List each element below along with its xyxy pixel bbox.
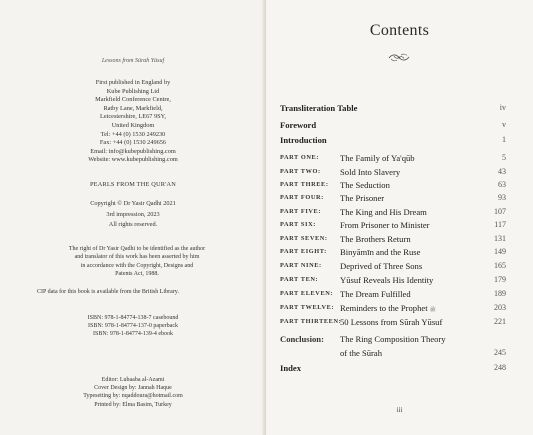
toc-entry-title-text: The Ring Composition Theory [340,334,446,344]
copyright-line: Copyright © Dr Yasir Qadhi 2021 [90,200,176,207]
toc-entry-title [340,206,427,218]
toc-entry-title [280,362,301,374]
toc-entry [280,302,506,314]
toc-entry-title-text: 50 Lessons from Sūrah Yūsuf [340,317,443,327]
publisher-website: Website: www.kubepublishing.com [88,156,178,164]
copyright-block [0,199,266,231]
toc-page-number: 221 [494,317,506,326]
publisher-line: Ratby Lane, Markfield, [103,104,163,112]
toc-part-label: PART TEN: [280,276,319,283]
toc-page-number: iv [499,103,506,112]
isbn-block [0,314,266,339]
toc-entry-title-text: Introduction [280,135,327,145]
toc-entry-title-text: The King and His Dream [340,207,427,217]
publisher-line: Markfield Conference Centre, [95,96,171,104]
toc-entry-title [340,246,420,258]
credit-line: Editor: Lubaaba al-Azami [101,377,165,383]
toc-entry-title [340,347,382,359]
isbn-line: ISBN: 978-1-84774-139-4 ebook [93,331,173,338]
toc-part-label: Conclusion: [280,334,324,344]
publisher-line: First published in England by [95,79,171,86]
rights-line: Patents Act, 1988. [115,270,159,277]
toc-part-label: PART THIRTEEN: [280,318,342,325]
toc-entry [280,333,506,345]
cip-statement: CIP data for this book is available from the British Library. [37,289,179,295]
toc-entry [280,152,506,164]
publisher-line: Leicestershire, LE67 9SY, [100,113,166,121]
toc-entry-title-text: Sold Into Slavery [340,167,401,177]
toc-entry [280,119,506,131]
series-name: PEARLS FROM THE QUR'AN [89,181,177,188]
toc-part-label: PART SIX: [280,221,316,228]
toc-entry-title [340,288,411,300]
rights-line: and translator of this work has been asserted by him [74,254,200,261]
toc-page-number: 107 [494,207,506,216]
toc-entry-title-text: The Brothers Return [340,234,411,244]
isbn-line: ISBN: 978-1-84774-137-0 paperback [88,323,178,330]
publisher-line: Tel: +44 (0) 1530 249230 [100,130,166,138]
toc-page-number: 189 [494,289,506,298]
toc-entry-title [340,260,422,272]
toc-entry-title-text: The Family of Ya'qūb [340,153,415,163]
toc-page-number: 248 [494,363,506,372]
toc-entry-title-text: Transliteration Table [280,103,358,113]
series-title: Lessons from Sūrah Yūsuf [101,58,165,64]
toc-page-number: 245 [494,348,506,357]
toc-page-number: 203 [494,303,506,312]
toc-page-number: 63 [498,180,506,189]
toc-entry [280,134,506,146]
toc-entry-title-text: From Prisoner to Minister [340,220,430,230]
toc-part-label: PART TWELVE: [280,304,335,311]
publisher-line: Kube Publishing Ltd [106,87,160,95]
toc-page-number: v [502,120,506,129]
toc-entry-title [340,219,430,231]
toc-part-label: PART FOUR: [280,194,324,201]
toc-entry-title-text: Foreword [280,120,317,130]
impression-line: 3rd impression, 2023 [106,210,160,218]
toc-entry-title [340,192,384,204]
toc-page-number: 5 [502,153,506,162]
rights-reserved-line: All rights reserved. [108,221,158,228]
toc-entry-title-text: Deprived of Three Sons [340,261,423,271]
publisher-email: Email: info@kubepublishing.com [90,147,176,155]
toc-entry-title [340,152,415,164]
toc-entry-title-text: Index [280,363,302,373]
toc-entry-title [340,166,400,178]
toc-entry-title [280,134,327,146]
credits-block [0,376,266,409]
toc-part-label: PART TWO: [280,168,321,175]
toc-page-number: 117 [494,220,506,229]
toc-entry-title-text: The Seduction [340,180,390,190]
moral-rights-block [37,245,237,278]
toc-entry [280,316,506,328]
toc-page-number: 149 [494,247,506,256]
toc-entry [280,347,506,359]
salawat-symbol: ﷺ [429,308,436,313]
toc-part-label: PART EIGHT: [280,248,327,255]
toc-entry-title-text: Yūsuf Reveals His Identity [340,275,434,285]
toc-entry-title [340,274,433,286]
toc-entry [280,206,506,218]
toc-entry [280,260,506,272]
toc-page-number: 1 [502,135,506,144]
toc-entry-title-text: Reminders to the Prophet [340,303,428,313]
credit-line: Printed by: Elma Basim, Turkey [94,401,172,408]
toc-page-number: 179 [494,275,506,284]
toc-entry-title-text: Binyāmīn and the Ruse [340,247,421,257]
toc-part-label: PART SEVEN: [280,235,328,242]
credit-line: Typesetting by: nqaddoura@hotmail.com [83,393,183,400]
toc-page-number: 43 [498,167,506,176]
toc-entry-title [340,179,390,191]
isbn-line: ISBN: 978-1-84774-138-7 casebound [87,315,179,321]
toc-entry-title [280,119,316,131]
toc-part-label: PART FIVE: [280,208,322,215]
toc-entry-title [280,102,357,114]
toc-entry-title-text: of the Sūrah [340,348,383,358]
toc-entry [280,219,506,231]
copyright-page [0,0,266,435]
toc-part-label: PART NINE: [280,262,322,269]
toc-page-number: 93 [498,193,506,202]
toc-entry [280,179,506,191]
toc-entry [280,192,506,204]
publisher-line: United Kingdom [111,121,155,129]
contents-title: Contents [369,22,430,39]
toc-part-label: PART ELEVEN: [280,290,334,297]
publisher-block [0,79,266,165]
floral-ornament-icon [388,52,410,63]
toc-entry [280,102,506,114]
rights-line: The right of Dr Yasir Qadhi to be identified as the author [68,246,206,252]
toc-entry-title [340,333,446,345]
toc-entry [280,246,506,258]
page-number: iii [396,406,403,414]
toc-entry-title-text: The Dream Fulfilled [340,289,411,299]
toc-part-label: PART THREE: [280,181,329,188]
toc-page-number: 131 [494,234,506,243]
toc-entry [280,288,506,300]
rights-line: in accordance with the Copyright, Designs and [80,262,194,269]
credit-line: Cover Design by: Jannah Haque [94,385,172,392]
toc-part-label: PART ONE: [280,154,320,161]
toc-entry [280,274,506,286]
toc-entry-title [340,302,436,317]
toc-entry-title-text: The Prisoner [340,193,385,203]
toc-entry [280,166,506,178]
toc-entry-title [340,316,442,328]
toc-page-number: 165 [494,261,506,270]
toc-entry [280,362,506,374]
toc-entry [280,233,506,245]
publisher-line: Fax: +44 (0) 1530 249656 [99,139,167,147]
toc-entry-title [340,233,411,245]
